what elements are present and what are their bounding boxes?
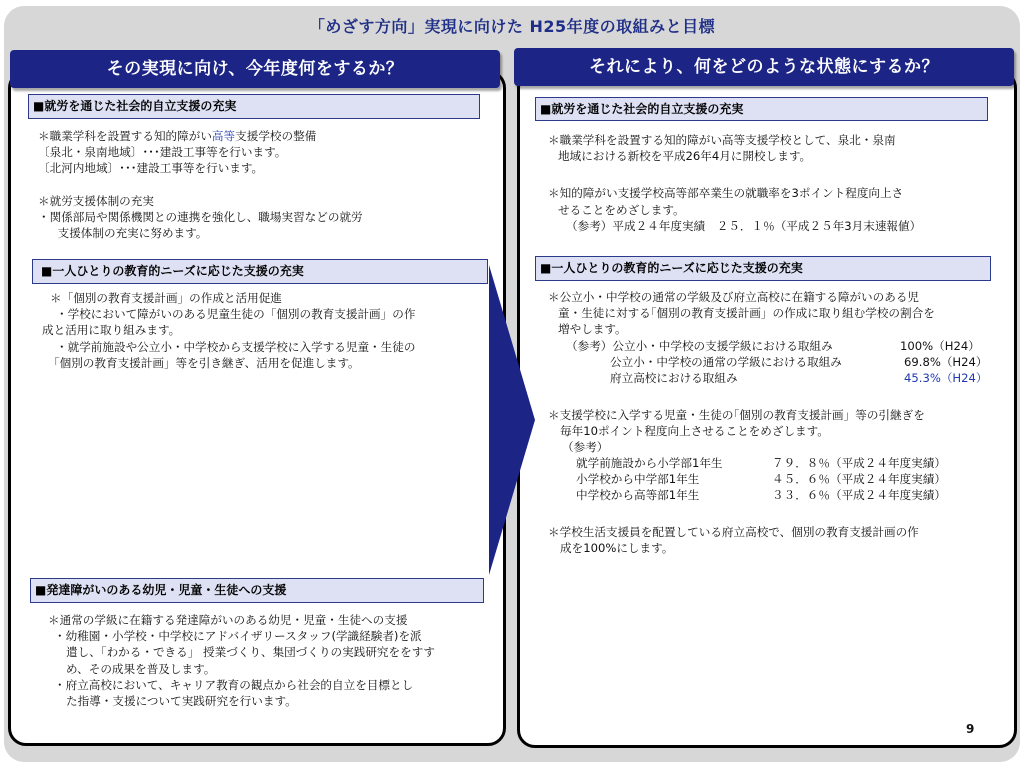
reference-value: 100%（H24） [900,338,980,353]
text-line: ＊学校生活支援員を配置している府立高校で、個別の教育支援計画の作 [548,525,919,540]
right-banner: それにより、何をどのような状態にするか？ [514,48,1014,86]
left-section3-heading: ■発達障がいのある幼児・児童・生徒への支援 [30,578,484,603]
left-section1-heading: ■就労を通じた社会的自立支援の充実 [28,94,480,119]
reference-row [548,487,1003,503]
reference-value: ３３．６％（平成２４年度実績） [772,488,946,503]
text-line: ＊知的障がい支援学校高等部卒業生の就職率を3ポイント程度向上さ [548,186,904,201]
left-banner: その実現に向け、今年度何をするか？ [10,50,500,88]
reference-label: 中学校から高等部1年生 [576,488,700,503]
text-line: め、その成果を普及します。 [66,661,216,676]
text-line: ＊公立小・中学校の通常の学級及び府立高校に在籍する障がいのある児 [548,290,920,304]
text-line: た指導・支援について実践研究を行います。 [66,694,297,709]
reference-value: 69.8%（H24） [904,354,988,369]
reference-label: 就学前施設から小学部1年生 [576,456,723,471]
text-span: ＊職業学科を設置する知的障がい [38,129,212,143]
text-line: ・府立高校において、キャリア教育の観点から社会的自立を目標とし [54,677,414,692]
text-line: ・関係部局や関係機関との連携を強化し、職場実習などの就労 [38,209,363,224]
text-line: 成と活用に取り組みます。 [42,323,181,338]
text-line [548,503,1003,524]
text-line: 「個別の教育支援計画」等を引き継ぎ、活用を促進します。 [48,355,360,370]
text-line: 〔泉北・泉南地域〕･･･建設工事等を行います。 [38,145,287,160]
reference-value: ４５．６％（平成２４年度実績） [772,472,946,487]
reference-label: 府立高校における取組み [610,370,738,385]
text-line: 地域における新校を平成26年4月に開校します。 [558,149,812,164]
text-span: 支援学校の整備 [235,129,317,143]
reference-row [548,455,1003,471]
text-line [548,386,1003,407]
text-line: ・幼稚園・小学校・中学校にアドバイザリースタッフ(学識経験者)を派 [54,629,422,644]
text-line [38,128,488,144]
reference-row [548,370,1003,386]
reference-row [548,354,1003,370]
text-line: （参考） [562,440,609,455]
text-line: ＊「個別の教育支援計画」の作成と活用促進 [50,291,282,305]
slide-title: 「めざす方向」実現に向けた H25年度の取組みと目標 [308,17,716,36]
right-section2-body [548,289,1003,557]
reference-row [548,338,1003,354]
text-line: 支援体制の充実に努めます。 [46,226,208,241]
highlight-text: 高等 [211,129,236,143]
page-number: 9 [966,722,975,736]
text-line: ＊通常の学級に在籍する発達障がいのある幼児・児童・生徒への支援 [48,613,408,627]
text-line: ・学校において障がいのある児童生徒の「個別の教育支援計画」の作 [56,307,416,322]
right-section1-body [548,132,998,234]
text-line: （参考）平成２４年度実績 ２５．１％（平成２５年3月末速報値） [566,218,922,233]
text-line: ＊職業学科を設置する知的障がい高等支援学校として、泉北・泉南 [548,133,896,147]
left-section3-body [48,612,488,709]
reference-label: （参考）公立小・中学校の支援学級における取組み [566,338,833,353]
left-section1-body [38,128,488,241]
text-line: ＊就労支援体制の充実 [38,193,154,208]
text-line: 童・生徒に対する｢個別の教育支援計画」の作成に取り組む学校の割合を [558,306,935,321]
text-line: 遣し、｢わかる・できる」 授業づくり、集団づくりの実践研究ををすす [66,645,436,660]
reference-value: 45.3%（H24） [904,370,988,385]
right-section1-heading: ■就労を通じた社会的自立支援の充実 [535,97,988,121]
text-line: ＊支援学校に入学する児童・生徒の｢個別の教育支援計画」等の引継ぎを [548,407,925,422]
text-line: 毎年10ポイント程度向上させることをめざします。 [560,423,829,438]
text-line [548,164,998,185]
reference-label: 小学校から中学部1年生 [576,472,700,487]
right-arrow-icon [489,265,535,575]
text-line: 増やします。 [558,322,627,337]
text-line: 〔北河内地域〕･･･建設工事等を行います。 [38,161,264,176]
left-section2-heading: ■一人ひとりの教育的ニーズに応じた支援の充実 [32,259,488,284]
text-line: せることをめざします。 [558,202,685,217]
text-line [38,177,488,193]
reference-row [548,471,1003,487]
reference-value: ７９．８％（平成２４年度実績） [772,456,946,471]
text-line: ・就学前施設や公立小・中学校から支援学校に入学する児童・生徒の [56,339,416,354]
right-section2-heading: ■一人ひとりの教育的ニーズに応じた支援の充実 [535,256,991,281]
reference-label: 公立小・中学校の通常の学級における取組み [610,354,842,369]
left-section2-body [42,290,490,371]
text-line: 成を100%にします。 [560,541,674,556]
